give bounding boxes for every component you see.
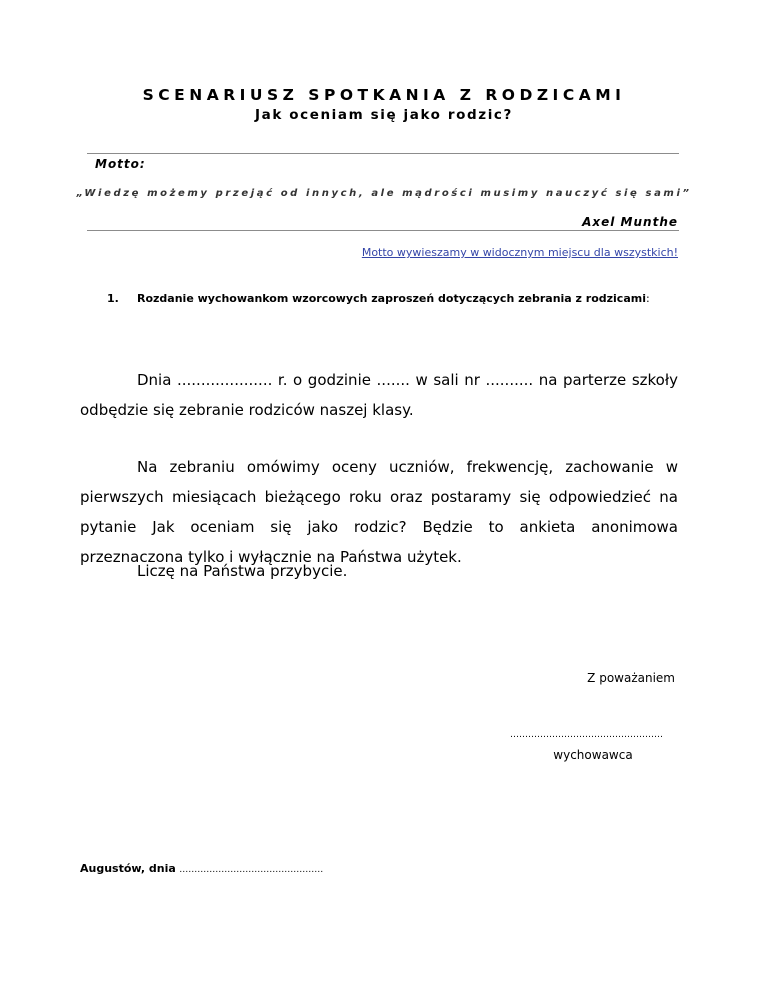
divider-top	[87, 153, 679, 154]
motto-quote: „Wiedzę możemy przejąć od innych, ale mądrości musimy nauczyć się sami”	[76, 188, 692, 199]
section-number: 1.	[107, 292, 119, 305]
document-title: SCENARIUSZ SPOTKANIA Z RODZICAMI	[142, 86, 626, 104]
section-heading-colon: :	[646, 292, 650, 305]
signature-role: wychowawca	[553, 748, 633, 762]
regards-text: Z poważaniem	[587, 671, 675, 685]
signature-line: ……………………………………………	[510, 730, 663, 740]
section-heading-text: Rozdanie wychowankom wzorcowych zaproszeń dotyczących zebrania z rodzicami	[137, 292, 646, 305]
motto-author: Axel Munthe	[582, 215, 678, 229]
invitation-paragraph-3: Liczę na Państwa przybycie.	[137, 562, 348, 580]
motto-label: Motto:	[95, 157, 146, 171]
place-label: Augustów, dnia	[80, 862, 176, 875]
invitation-paragraph-2: Na zebraniu omówimy oceny uczniów, frekwencję, zachowanie w pierwszych miesiącach bieżącego roku oraz postaramy się odpowiedzieć na pytanie Jak oceniam się jako rodzic? Będzie to ankieta anonimowa przeznaczona tylko i wyłącznie na Państwa użytek.	[80, 458, 678, 566]
invitation-paragraph-1: Dnia .................... r. o godzinie ....... w sali nr .......... na parterze szkoły odbędzie się zebranie rodziców naszej klasy.	[80, 371, 678, 419]
divider-bottom	[87, 230, 679, 231]
document-subtitle: Jak oceniam się jako rodzic?	[255, 107, 513, 123]
motto-note-link[interactable]: Motto wywieszamy w widocznym miejscu dla wszystkich!	[361, 246, 678, 259]
section-heading	[107, 292, 650, 305]
place-date	[80, 862, 323, 875]
date-line: …………………………………………	[179, 865, 324, 875]
